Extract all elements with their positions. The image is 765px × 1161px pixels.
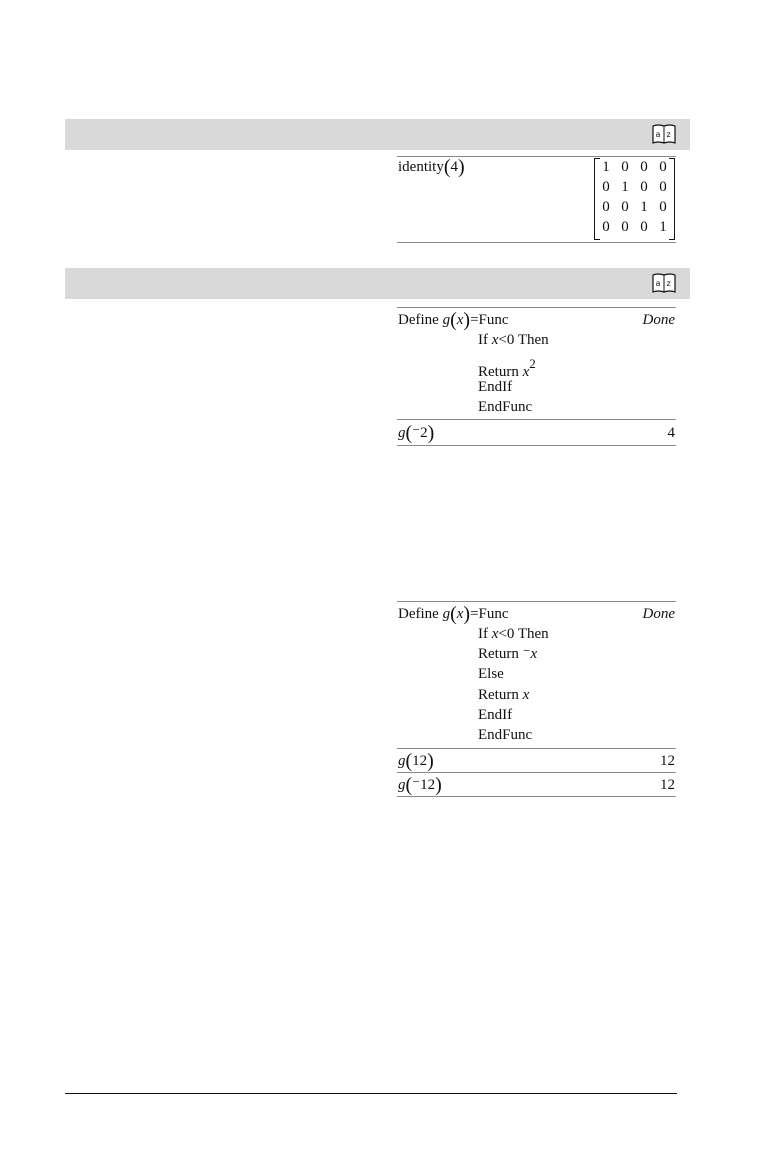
close-paren: ) — [458, 156, 465, 178]
define-keyword: Define — [398, 312, 439, 328]
svg-text:z: z — [666, 130, 671, 139]
variable: x — [491, 332, 499, 348]
close-paren: ) — [463, 603, 471, 625]
identity-matrix — [594, 158, 675, 238]
function-name: g — [398, 777, 406, 793]
call-result: 4 — [667, 425, 675, 441]
code-line-return-neg — [478, 645, 537, 663]
row-separator — [397, 772, 676, 773]
if-keyword: If — [478, 332, 492, 348]
function-name: g — [398, 425, 406, 441]
function-variable: x — [456, 606, 464, 622]
function-name: identity — [398, 159, 444, 175]
close-paren: ) — [463, 309, 471, 331]
return-keyword: Return — [478, 687, 523, 703]
row-separator — [397, 419, 676, 420]
open-paren: ( — [405, 750, 413, 772]
function-argument: ⁻12 — [412, 777, 436, 793]
matrix-cell: 0 — [640, 159, 648, 175]
return-keyword: Return ⁻ — [478, 646, 531, 662]
function-argument: ⁻2 — [412, 425, 428, 441]
variable: x — [530, 646, 538, 662]
call-line — [398, 424, 434, 442]
matrix-cell: 0 — [602, 199, 610, 215]
matrix-cell: 0 — [621, 199, 629, 215]
function-name: g — [442, 312, 451, 328]
example-top-rule — [397, 156, 676, 157]
matrix-cell: 0 — [640, 179, 648, 195]
code-line-if — [478, 625, 549, 643]
function-variable: x — [456, 312, 464, 328]
variable: x — [522, 364, 530, 380]
open-paren: ( — [405, 774, 413, 796]
if-condition: <0 Then — [498, 626, 549, 642]
call-line — [398, 776, 442, 794]
close-paren: ) — [427, 750, 434, 772]
open-paren: ( — [405, 422, 413, 444]
code-line-endfunc: EndFunc — [478, 399, 533, 415]
matrix-cell: 0 — [659, 199, 667, 215]
result-done: Done — [642, 312, 675, 328]
svg-text:a: a — [655, 130, 661, 139]
matrix-cell: 0 — [602, 219, 610, 235]
book-icon[interactable] — [652, 272, 676, 294]
code-line-endfunc: EndFunc — [478, 727, 533, 743]
code-line-return — [478, 686, 529, 704]
call-line — [398, 752, 434, 770]
code-line-endif: EndIf — [478, 707, 513, 723]
close-paren: ) — [427, 422, 435, 444]
svg-text:z: z — [666, 279, 671, 288]
example-bottom-rule — [397, 445, 676, 446]
return-keyword: Return — [478, 364, 523, 380]
svg-text:a: a — [655, 279, 661, 288]
section-header-band — [65, 268, 690, 299]
matrix-cell: 0 — [621, 219, 629, 235]
example-top-rule — [397, 601, 676, 602]
identity-input — [398, 158, 465, 176]
matrix-cell: 0 — [640, 219, 648, 235]
call-result: 12 — [660, 777, 675, 793]
row-separator — [397, 748, 676, 749]
page-footer-rule — [65, 1093, 677, 1094]
function-name: g — [442, 606, 451, 622]
section-header-band — [65, 119, 690, 150]
exponent: 2 — [529, 356, 536, 371]
code-line-if — [478, 331, 549, 349]
book-icon[interactable] — [652, 123, 676, 145]
define-line — [398, 605, 509, 623]
variable: x — [491, 626, 499, 642]
matrix-cell: 1 — [602, 159, 610, 175]
if-condition: <0 Then — [498, 332, 549, 348]
result-done: Done — [642, 606, 675, 622]
function-argument: 4 — [450, 159, 458, 175]
code-line-endif: EndIf — [478, 379, 513, 395]
example-bottom-rule — [397, 796, 676, 797]
matrix-cell: 1 — [659, 219, 667, 235]
func-keyword: =Func — [470, 606, 509, 622]
close-paren: ) — [435, 774, 442, 796]
func-keyword: =Func — [470, 312, 509, 328]
matrix-cell: 0 — [621, 159, 629, 175]
open-paren: ( — [450, 309, 457, 331]
example-bottom-rule — [397, 242, 676, 243]
function-argument: 12 — [412, 753, 428, 769]
define-keyword: Define — [398, 606, 439, 622]
if-keyword: If — [478, 626, 492, 642]
matrix-cell: 1 — [621, 179, 629, 195]
variable: x — [522, 687, 530, 703]
example-top-rule — [397, 307, 676, 308]
matrix-cell: 0 — [659, 179, 667, 195]
open-paren: ( — [450, 603, 457, 625]
matrix-cell: 0 — [659, 159, 667, 175]
code-line-else: Else — [478, 666, 504, 682]
call-result: 12 — [660, 753, 675, 769]
define-line — [398, 311, 509, 329]
matrix-cell: 0 — [602, 179, 610, 195]
function-name: g — [398, 753, 406, 769]
open-paren: ( — [443, 156, 451, 178]
matrix-cell: 1 — [640, 199, 648, 215]
